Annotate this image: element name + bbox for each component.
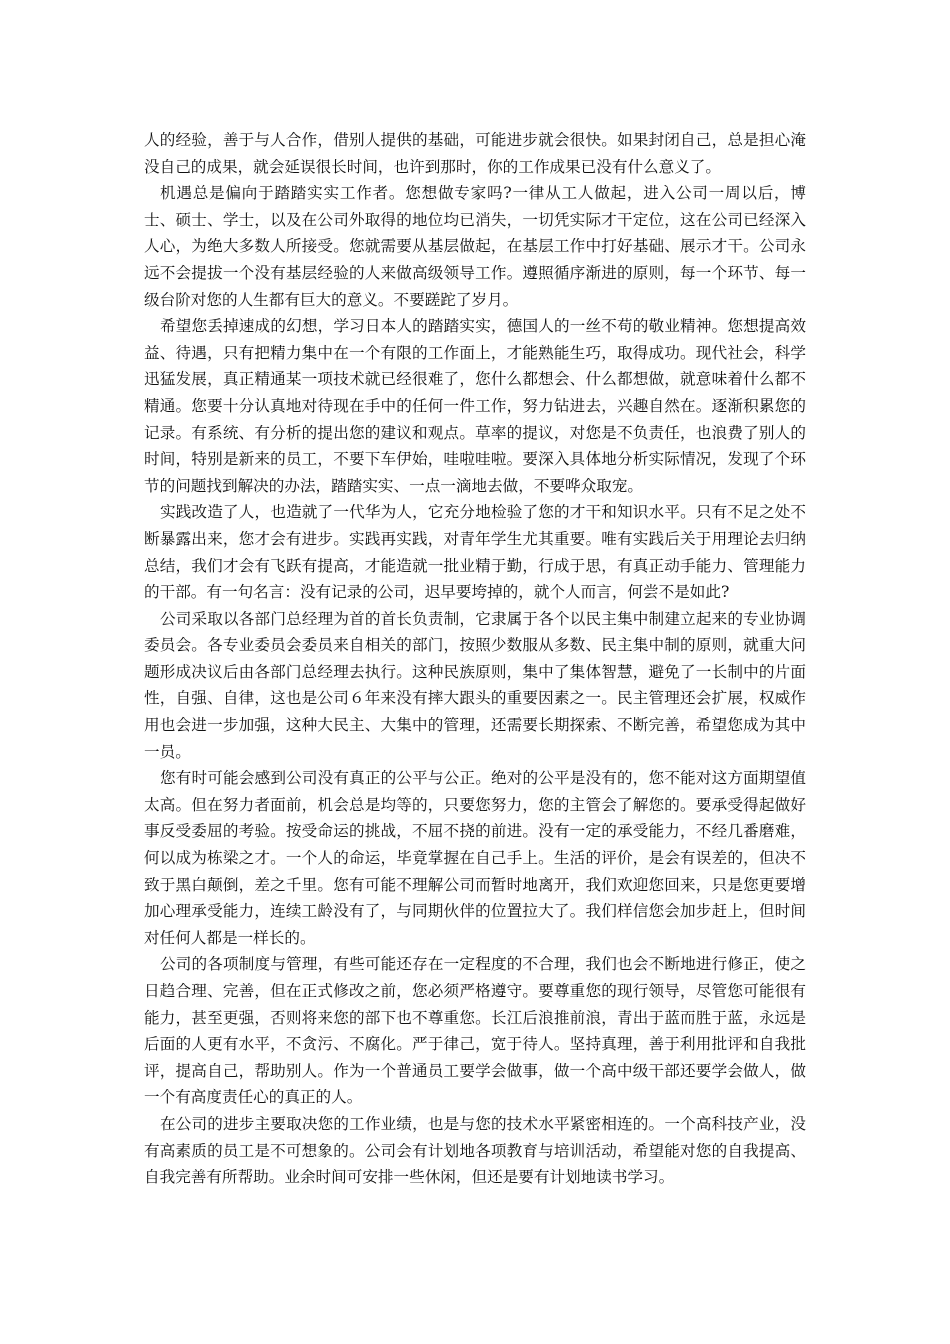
paragraph-8: 在公司的进步主要取决您的工作业绩，也是与您的技术水平紧密相连的。一个高科技产业，没有高素质的员工是不可想象的。公司会有计划地各项教育与培训活动，希望能对您的自我提高、自我完善有所帮助。业余时间可安排一些休闲，但还是要有计划地读书学习。 — [144, 1114, 806, 1187]
paragraph-6: 您有时可能会感到公司没有真正的公平与公正。绝对的公平是没有的，您不能对这方面期望值太高。但在努力者面前，机会总是均等的，只要您努力，您的主管会了解您的。要承受得起做好事反受委屈的考验。按受命运的挑战，不屈不挠的前进。没有一定的承受能力，不经几番磨难，何以成为栋梁之才。一个人的命运，毕竟掌握在自己手上。生活的评价，是会有误差的，但决不致于黑白颠倒，差之千里。您有可能不理解公司而暂时地离开，我们欢迎您回来，只是您更要增加心理承受能力，连续工龄没有了，与同期伙伴的位置拉大了。我们样信您会加步赶上，但时间对任何人都是一样长的。 — [144, 769, 806, 947]
paragraph-4: 实践改造了人，也造就了一代华为人，它充分地检验了您的才干和知识水平。只有不足之处不断暴露出来，您才会有进步。实践再实践，对青年学生尤其重要。唯有实践后关于用理论去归纳总结，我们才会有飞跃有提高，才能造就一批业精于勤，行成于思，有真正动手能力、管理能力的干部。有一句名言：没有记录的公司，迟早要垮掉的，就个人而言，何尝不是如此? — [144, 503, 806, 602]
paragraph-1: 人的经验，善于与人合作，借别人提供的基础，可能进步就会很快。如果封闭自己，总是担心淹没自己的成果，就会延误很长时间，也许到那时，你的工作成果已没有什么意义了。 — [144, 131, 806, 176]
paragraph-5: 公司采取以各部门总经理为首的首长负责制，它隶属于各个以民主集中制建立起来的专业协调委员会。各专业委员会委员来自相关的部门，按照少数服从多数、民主集中制的原则，就重大问题形成决议后由各部门总经理去执行。这种民族原则，集中了集体智慧，避免了一长制中的片面性，自强、自律，这也是公司６年来没有摔大跟头的重要因素之一。民主管理还会扩展，权威作用也会进一步加强，这种大民主、大集中的管理，还需要长期探索、不断完善，希望您成为其中一员。 — [144, 609, 806, 761]
document-body — [144, 127, 806, 1191]
paragraph-2: 机遇总是偏向于踏踏实实工作者。您想做专家吗?一律从工人做起，进入公司一周以后，博士、硕士、学士，以及在公司外取得的地位均已消失，一切凭实际才干定位，这在公司已经深入人心，为绝大多数人所接受。您就需要从基层做起，在基层工作中打好基础、展示才干。公司永远不会提拔一个没有基层经验的人来做高级领导工作。遵照循序渐进的原则，每一个环节、每一级台阶对您的人生都有巨大的意义。不要蹉跎了岁月。 — [144, 184, 806, 309]
paragraph-3: 希望您丢掉速成的幻想，学习日本人的踏踏实实，德国人的一丝不苟的敬业精神。您想提高效益、待遇，只有把精力集中在一个有限的工作面上，才能熟能生巧，取得成功。现代社会，科学迅猛发展，真正精通某一项技术就已经很难了，您什么都想会、什么都想做，就意味着什么都不精通。您要十分认真地对待现在手中的任何一件工作，努力钻进去，兴趣自然在。逐渐积累您的记录。有系统、有分析的提出您的建议和观点。草率的提议，对您是不负责任，也浪费了别人的时间，特别是新来的员工，不要下车伊始，哇啦哇啦。要深入具体地分析实际情况，发现了个环节的问题找到解决的办法，踏踏实实、一点一滴地去做，不要哗众取宠。 — [144, 317, 806, 495]
paragraph-7: 公司的各项制度与管理，有些可能还存在一定程度的不合理，我们也会不断地进行修正，使之日趋合理、完善，但在正式修改之前，您必须严格遵守。要尊重您的现行领导，尽管您可能很有能力，甚至更强，否则将来您的部下也不尊重您。长江后浪推前浪，青出于蓝而胜于蓝，永远是后面的人更有水平，不贪污、不腐化。严于律己，宽于待人。坚持真理，善于利用批评和自我批评，提高自己，帮助别人。作为一个普通员工要学会做事，做一个高中级干部还要学会做人，做一个有高度责任心的真正的人。 — [144, 955, 806, 1107]
